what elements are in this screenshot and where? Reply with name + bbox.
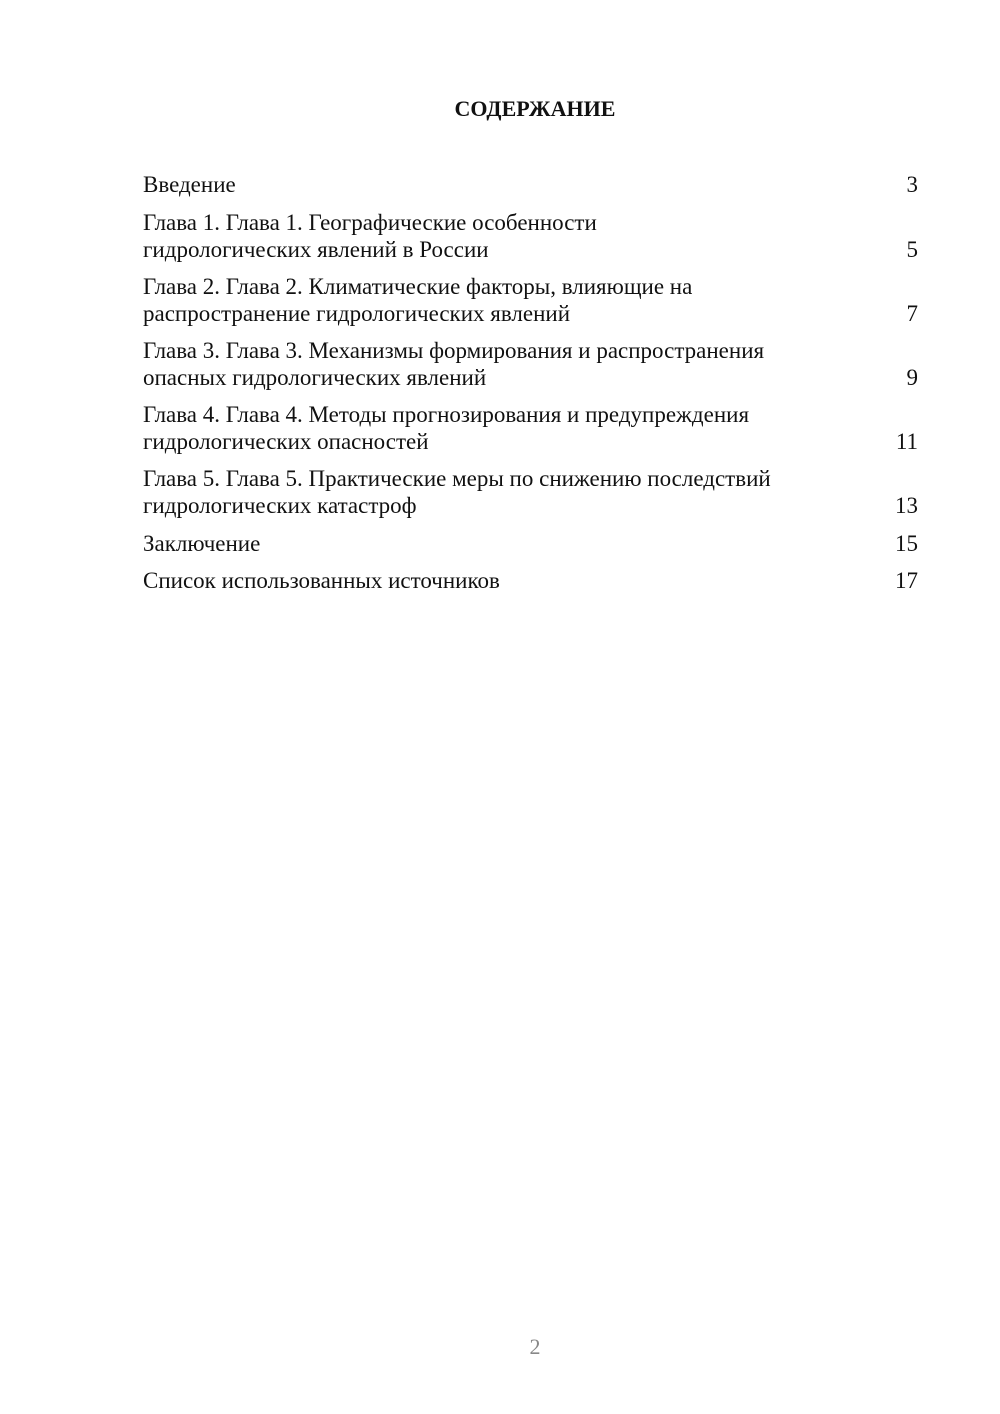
toc-entry-chapter-5 <box>143 465 918 519</box>
toc-entry-chapter-1 <box>143 209 918 263</box>
toc-entry-text: Список использованных источников <box>143 568 500 593</box>
toc-entry-conclusion <box>143 530 918 557</box>
toc-entry-text: Глава 3. Глава 3. Механизмы формирования и распространения опасных гидрологических явлений <box>143 338 765 390</box>
toc-entry-introduction <box>143 171 918 198</box>
toc-entry-text: Глава 4. Глава 4. Методы прогнозирования и предупреждения гидрологических опасностей <box>143 402 750 454</box>
toc-entry-text: Введение <box>143 172 236 197</box>
toc-entry-page: 17 <box>895 568 918 593</box>
toc-entry-references <box>143 567 918 594</box>
toc-entry-text: Глава 1. Глава 1. Географические особенности гидрологических явлений в России <box>143 210 597 262</box>
toc-entry-page: 7 <box>906 301 918 326</box>
toc-entry-page: 3 <box>906 172 918 197</box>
toc-entry-chapter-4 <box>143 401 918 455</box>
toc-entry-text: Глава 2. Глава 2. Климатические факторы, влияющие на распространение гидрологических явлений <box>143 274 693 326</box>
toc-entry-text: Заключение <box>143 531 261 556</box>
toc-entry-text: Глава 5. Глава 5. Практические меры по снижению последствий гидрологических катастроф <box>143 466 771 518</box>
toc-entry-chapter-2 <box>143 273 918 327</box>
page-title: СОДЕРЖАНИЕ <box>454 96 616 121</box>
toc-entry-chapter-3 <box>143 337 918 391</box>
toc-entry-page: 9 <box>906 365 918 390</box>
toc-entry-page: 5 <box>906 237 918 262</box>
toc-entry-page: 15 <box>895 531 918 556</box>
toc-entry-page: 13 <box>895 493 918 518</box>
toc-entry-page: 11 <box>895 429 918 454</box>
page-number: 2 <box>529 1334 541 1359</box>
